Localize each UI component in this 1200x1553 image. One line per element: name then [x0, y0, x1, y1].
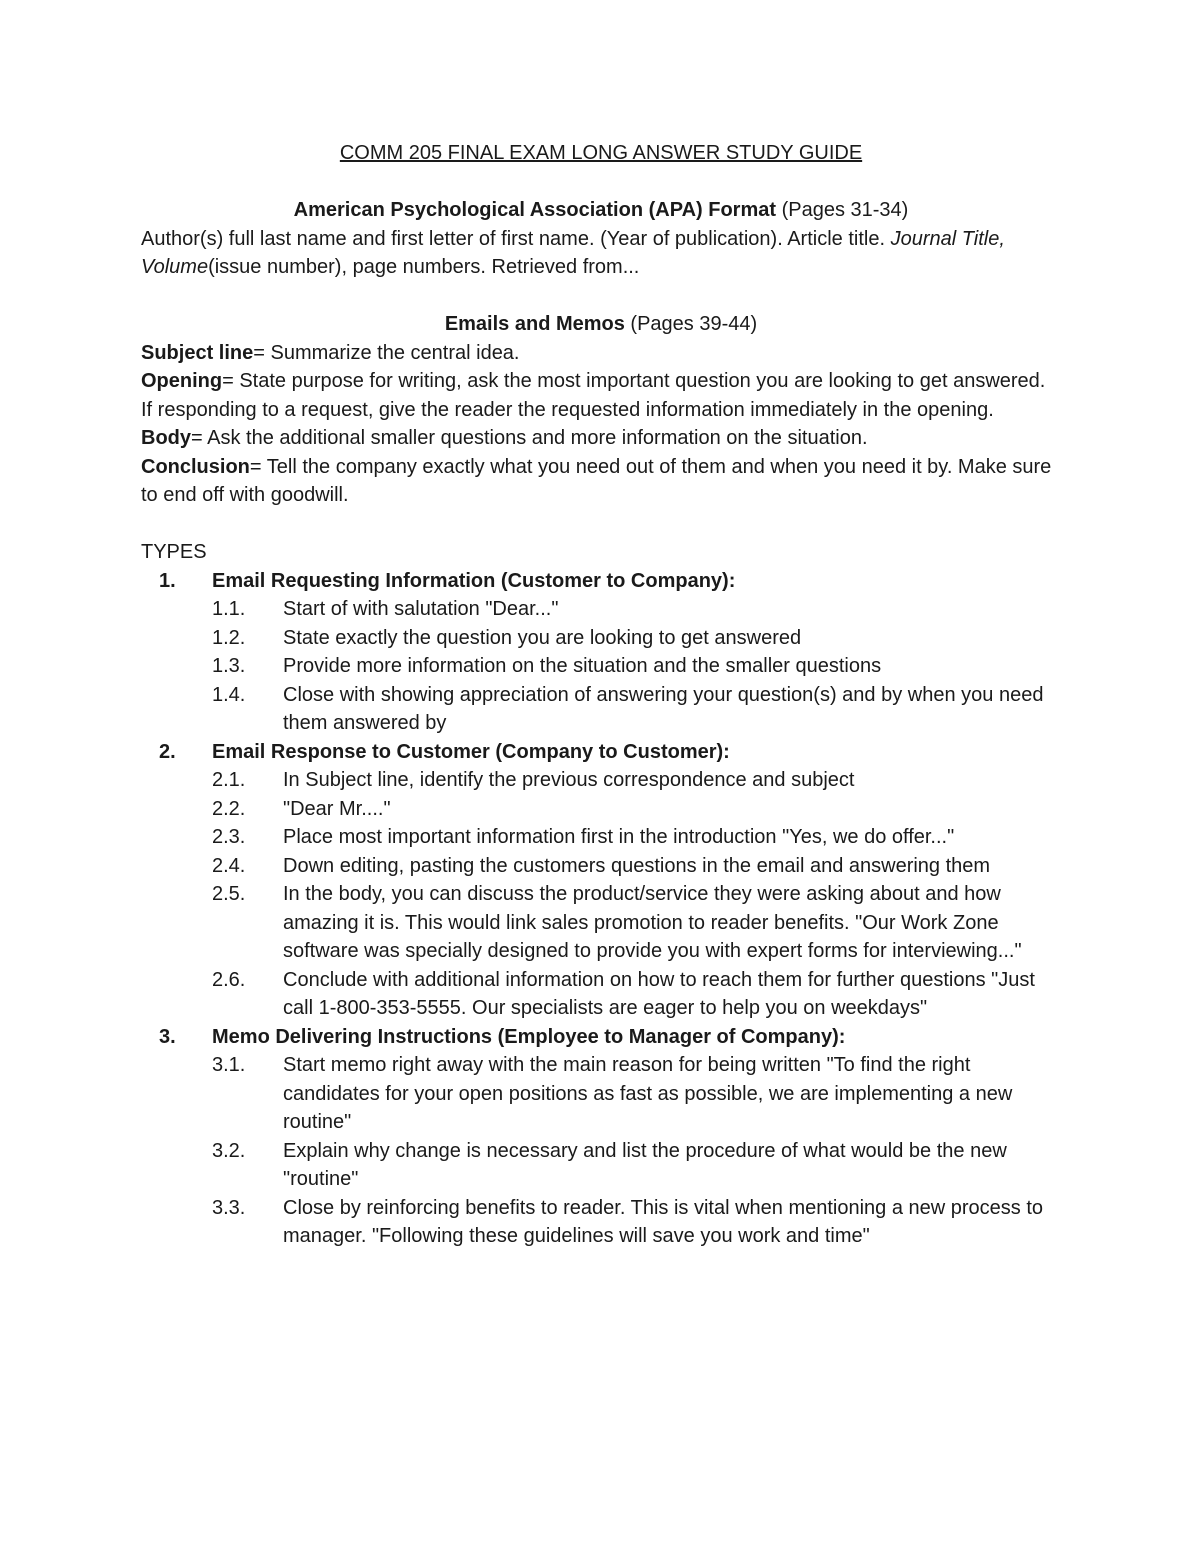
sub-number: 2.5.: [212, 883, 246, 905]
type-item-email-requesting: [141, 567, 1061, 738]
spacer: [141, 510, 1061, 539]
emails-heading: [141, 310, 1061, 339]
sub-number: 3.3.: [212, 1196, 246, 1219]
sub-number: 2.1.: [212, 769, 246, 791]
sub-item: [212, 652, 1061, 681]
apa-heading: [141, 196, 1061, 225]
sub-text: State exactly the question you are looking to get answered: [283, 626, 802, 649]
email-field-conclusion: [141, 453, 1061, 510]
field-text: = Summarize the central idea.: [253, 341, 520, 364]
sub-number: 1.4.: [212, 683, 246, 706]
spacer: [141, 168, 1061, 197]
field-text: = State purpose for writing, ask the most important question you are looking to get answered. If responding to a request, give the reader the requested information immediately in the opening.: [141, 370, 1046, 421]
email-field-body: [141, 424, 1061, 453]
apa-line-italic: Journal Title, Volume: [141, 227, 1005, 278]
field-label: Body: [141, 427, 191, 449]
emails-heading-pages: (Pages 39-44): [624, 313, 758, 335]
field-label: Opening: [141, 370, 223, 392]
type-number: 1.: [159, 569, 176, 592]
type-label: Memo Delivering Instructions (Employee to Manager of Company):: [212, 1025, 846, 1048]
sub-text: Down editing, pasting the customers questions in the email and answering them: [283, 854, 991, 877]
sub-text: Close by reinforcing benefits to reader. This is vital when mentioning a new process to manager. "Following these guidelines will save you work and time": [283, 1196, 1044, 1247]
sub-item: [212, 595, 1061, 624]
sub-text: Place most important information first in the introduction "Yes, we do offer...": [283, 826, 955, 848]
sub-item: [212, 852, 1061, 881]
sub-number: 3.2.: [212, 1139, 246, 1162]
sub-text: Start of with salutation "Dear...": [283, 598, 559, 620]
type-item-memo-instructions: [141, 1023, 1061, 1251]
type-number: 3.: [159, 1025, 176, 1048]
type-item-email-response: [141, 738, 1061, 1023]
types-label: TYPES: [141, 541, 207, 563]
sub-text: Conclude with additional information on how to reach them for further questions "Just call 1-800-353-5555. Our specialists are eager to help you on weekdays": [283, 968, 1035, 1019]
type-label: Email Requesting Information (Customer to Company):: [212, 569, 736, 592]
field-text: = Ask the additional smaller questions and more information on the situation.: [191, 427, 868, 449]
sub-text: Start memo right away with the main reason for being written "To find the right candidates for your open positions as fast as possible, we are implementing a new routine": [283, 1054, 1013, 1133]
sub-item: [212, 624, 1061, 653]
sub-item: [212, 823, 1061, 852]
sub-text: "Dear Mr....": [283, 797, 391, 820]
apa-heading-bold: American Psychological Association (APA) Format: [293, 199, 777, 221]
email-field-subject-line: [141, 339, 1061, 368]
spacer: [141, 282, 1061, 311]
sub-item: [212, 1051, 1061, 1137]
field-label: Subject line: [141, 341, 254, 364]
sub-text: In Subject line, identify the previous correspondence and subject: [283, 769, 855, 791]
apa-line-2: (issue number), page numbers. Retrieved from...: [208, 256, 640, 278]
sub-number: 2.6.: [212, 968, 246, 991]
type-number: 2.: [159, 740, 176, 763]
sub-number: 3.1.: [212, 1054, 246, 1076]
sub-item: [212, 1137, 1061, 1194]
type-label: Email Response to Customer (Company to Customer):: [212, 740, 730, 763]
emails-heading-bold: Emails and Memos: [444, 313, 625, 335]
sub-item: [212, 681, 1061, 738]
apa-format-description: [141, 225, 1061, 282]
sub-list: [212, 595, 1061, 738]
sub-number: 2.2.: [212, 797, 246, 820]
field-label: Conclusion: [141, 455, 250, 478]
email-field-opening: [141, 367, 1061, 424]
sub-text: Close with showing appreciation of answering your question(s) and by when you need them answered by: [283, 683, 1044, 734]
sub-number: 1.3.: [212, 655, 246, 677]
sub-item: [212, 1194, 1061, 1251]
sub-item: [212, 795, 1061, 824]
apa-heading-pages: (Pages 31-34): [776, 199, 909, 221]
sub-text: In the body, you can discuss the product/service they were asking about and how amazing it is. This would link sales promotion to reader benefits. "Our Work Zone software was specially designed to provide you with expert forms for interviewing...": [283, 883, 1022, 962]
sub-number: 1.2.: [212, 626, 246, 649]
sub-item: [212, 966, 1061, 1023]
sub-item: [212, 880, 1061, 966]
sub-text: Provide more information on the situation and the smaller questions: [283, 655, 882, 677]
apa-line-1: Author(s) full last name and first letter of first name. (Year of publication). Article title.: [141, 227, 891, 250]
sub-list: [212, 766, 1061, 1023]
sub-number: 2.4.: [212, 854, 246, 877]
sub-list: [212, 1051, 1061, 1251]
page-title: COMM 205 FINAL EXAM LONG ANSWER STUDY GUIDE: [339, 142, 863, 164]
field-text: = Tell the company exactly what you need out of them and when you need it by. Make sure to end off with goodwill.: [141, 455, 1052, 506]
types-list: [141, 567, 1061, 1251]
sub-text: Explain why change is necessary and list the procedure of what would be the new "routine": [283, 1139, 1007, 1190]
sub-number: 2.3.: [212, 826, 246, 848]
sub-item: [212, 766, 1061, 795]
document-page: [141, 139, 1061, 1251]
sub-number: 1.1.: [212, 598, 246, 620]
